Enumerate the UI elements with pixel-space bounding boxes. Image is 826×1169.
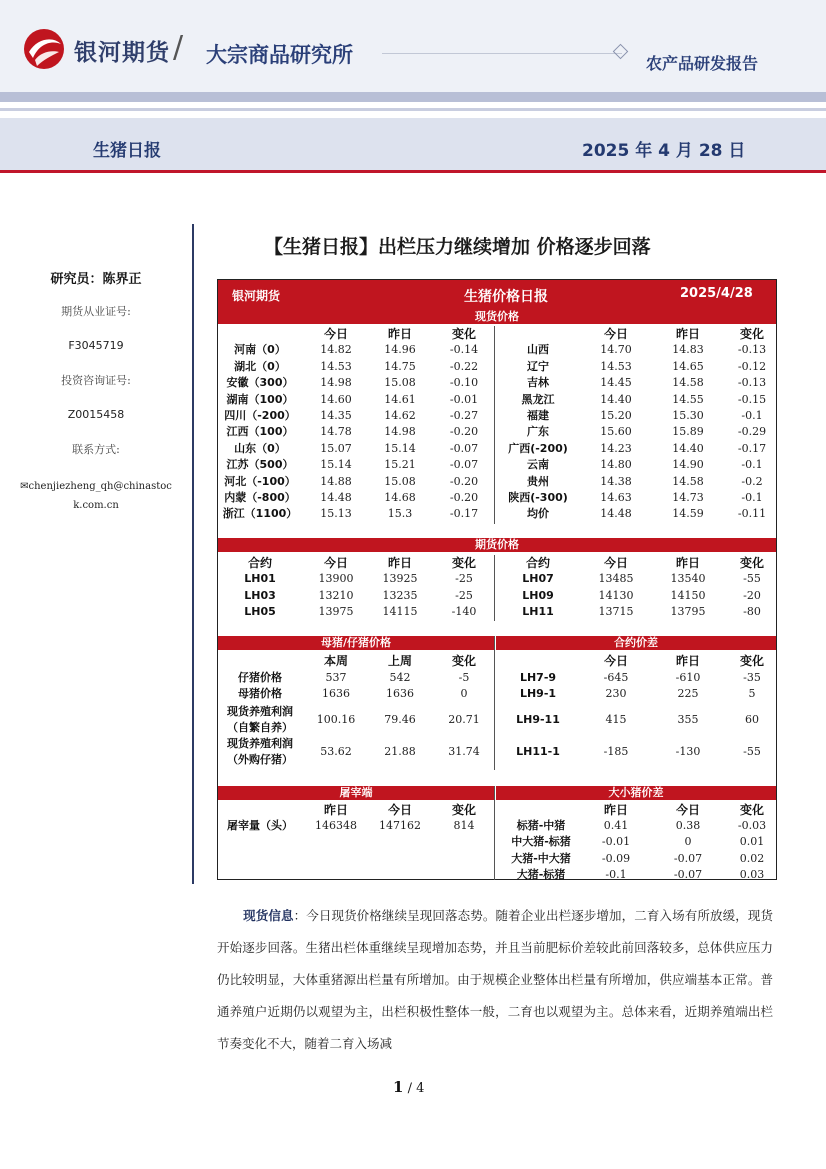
spot-region-name: 河北（-100）	[224, 474, 296, 488]
spot-yesterday: 15.3	[387, 507, 413, 521]
spot-change: -0.11	[737, 507, 767, 521]
spot-change: -0.13	[737, 376, 767, 390]
futures-change: -25	[455, 572, 473, 586]
slaughter-header: 今日	[387, 803, 412, 817]
futures-header-right: 合约	[525, 556, 550, 570]
spread-contract: LH9-1	[519, 687, 557, 700]
sow-change: 31.74	[448, 745, 480, 758]
spot-change: -0.2	[741, 474, 763, 488]
spot-info-label: 现货信息	[243, 908, 294, 923]
contact-label: 联系方式:	[72, 443, 120, 456]
spot-region-name: 山西	[527, 343, 549, 357]
spot-today: 14.70	[600, 343, 632, 357]
sow-row-label: 仔猪价格	[238, 671, 282, 684]
spread-header: 昨日	[675, 654, 700, 668]
spread-yesterday: -610	[675, 671, 701, 684]
spot-change: -0.1	[741, 409, 763, 422]
sow-last-week: 1636	[386, 687, 414, 700]
size-change: -0.03	[737, 819, 767, 832]
page-current: 1	[393, 1078, 404, 1096]
spot-today: 14.53	[320, 359, 352, 373]
spot-header-left: 昨日	[387, 327, 412, 341]
futures-header-left: 今日	[323, 556, 348, 570]
header-divider	[382, 53, 622, 54]
sidebar-divider	[192, 224, 194, 884]
invest-cert: Z0015458	[67, 408, 125, 421]
galaxy-logo-icon	[23, 28, 65, 70]
spot-today: 14.98	[320, 376, 352, 390]
spot-today: 15.07	[320, 441, 352, 455]
size-yesterday: -0.1	[605, 868, 627, 882]
spread-header: 今日	[603, 654, 628, 668]
spot-today: 14.63	[600, 491, 632, 504]
spot-change: -0.13	[737, 343, 767, 357]
sow-row-label: 母猪价格	[238, 687, 282, 700]
invest-cert-label: 投资咨询证号:	[61, 374, 131, 387]
futures-change: -25	[455, 588, 473, 602]
size-change: 0.03	[739, 868, 765, 882]
sow-this-week: 53.62	[320, 745, 352, 758]
spot-change: -0.20	[449, 474, 479, 488]
sow-this-week: 100.16	[316, 713, 356, 726]
futures-today: 13715	[598, 605, 634, 619]
spread-today: -645	[603, 671, 629, 684]
spot-yesterday: 15.08	[384, 474, 416, 488]
spot-today: 14.40	[600, 392, 632, 406]
futures-today: 13900	[318, 572, 354, 586]
spot-today: 14.45	[600, 376, 632, 390]
spot-yesterday: 15.30	[672, 409, 704, 422]
spread-today: -185	[603, 745, 629, 758]
spread-yesterday: 355	[677, 713, 699, 726]
spread-yesterday: -130	[675, 745, 701, 758]
size-change: 0.01	[739, 835, 765, 849]
spot-header-right: 变化	[739, 327, 764, 341]
spot-yesterday: 14.61	[384, 392, 416, 406]
size-change: 0.02	[739, 851, 765, 865]
spot-change: -0.14	[449, 343, 479, 357]
spot-region-name: 吉林	[527, 376, 549, 390]
sow-row-sublabel: （自繁自养）	[227, 721, 293, 734]
spot-change: -0.29	[737, 425, 767, 439]
size-yesterday: 0.41	[603, 819, 629, 832]
size-yesterday: -0.01	[601, 835, 631, 849]
spot-region-name: 广西(-200)	[508, 441, 568, 455]
spread-section-bar: 合约价差	[496, 636, 776, 650]
spread-today: 230	[605, 687, 627, 700]
spot-today: 14.48	[320, 491, 352, 504]
spot-yesterday: 14.65	[672, 359, 704, 373]
header-stripe	[0, 92, 826, 102]
page-sep: /	[403, 1081, 417, 1096]
column-divider	[494, 555, 495, 621]
spot-change: -0.12	[737, 359, 767, 373]
spot-today: 14.53	[600, 359, 632, 373]
spot-info-text: ：今日现货价格继续呈现回落态势。随着企业出栏逐步增加，二育入场有所放缓，现货开始逐步回落。生猪出栏体重继续呈现增加态势，并且当前肥标价差较此前回落较多，总体供应压力仍比较明显，大体重猪源出栏量有所增加。由于规模企业整体出栏量有所增加，供应端基本正常。普通养殖户近期仍以观望为主，出栏积极性整体一般，二育也以观望为主。总体来看，近期养殖端出栏节奏变化不大，随着二育入场减	[217, 908, 773, 1051]
table-title: 生猪价格日报	[464, 289, 548, 305]
spot-change: -0.1	[741, 458, 763, 472]
spot-region-name: 河南（0）	[234, 343, 286, 357]
spread-today: 415	[605, 713, 627, 726]
size-spread-section-bar: 大小猪价差	[496, 786, 776, 800]
futures-header-left: 合约	[247, 556, 272, 570]
futures-header-right: 变化	[739, 556, 764, 570]
institute-name: 大宗商品研究所	[206, 43, 353, 67]
futures-contract: LH01	[244, 572, 276, 586]
sow-row-label: 现货养殖利润	[227, 737, 293, 750]
futures-change: -20	[743, 588, 761, 602]
spot-yesterday: 14.96	[384, 343, 416, 357]
sow-change: 20.71	[448, 713, 480, 726]
futures-change: -55	[743, 572, 761, 586]
logo-text: 银河期货	[74, 40, 170, 66]
spot-change: -0.07	[449, 441, 479, 455]
spot-change: -0.22	[449, 359, 479, 373]
spot-today: 14.82	[320, 343, 352, 357]
futures-cert-label: 期货从业证号:	[61, 305, 131, 318]
column-divider	[494, 326, 495, 524]
spot-header-right: 昨日	[675, 327, 700, 341]
spot-yesterday: 14.73	[672, 491, 704, 504]
sow-last-week: 21.88	[384, 745, 416, 758]
spot-yesterday: 14.40	[672, 441, 704, 455]
futures-today: 13975	[318, 605, 354, 619]
table-date: 2025/4/28	[680, 286, 753, 301]
spot-yesterday: 14.68	[384, 491, 416, 504]
futures-today: 13210	[318, 588, 354, 602]
spread-change: -35	[743, 671, 761, 684]
slaughter-header: 变化	[451, 803, 476, 817]
futures-change: -80	[743, 605, 761, 619]
slaughter-change: 814	[453, 819, 475, 832]
spot-today: 15.20	[600, 409, 632, 422]
futures-today: 13485	[598, 572, 634, 586]
spot-region-name: 四川（-200）	[224, 409, 296, 422]
spot-yesterday: 14.75	[384, 359, 416, 373]
spread-header: 变化	[739, 654, 764, 668]
slaughter-label: 屠宰量（头）	[227, 819, 293, 832]
spot-today: 14.60	[320, 392, 352, 406]
spread-contract: LH7-9	[519, 671, 557, 684]
sow-header: 变化	[451, 654, 476, 668]
slaughter-section-bar: 屠宰端	[218, 786, 494, 800]
spot-change: -0.27	[449, 409, 479, 422]
spot-region-name: 黑龙江	[521, 392, 555, 406]
spot-change: -0.01	[449, 392, 479, 406]
futures-section-bar: 期货价格	[218, 538, 776, 552]
spot-region-name: 陕西(-300)	[508, 491, 568, 504]
sow-header: 本周	[323, 654, 348, 668]
spread-yesterday: 225	[677, 687, 699, 700]
spread-change: 60	[745, 713, 759, 726]
size-yesterday: -0.09	[601, 851, 631, 865]
spot-region-name: 江西（100）	[226, 425, 294, 439]
column-divider	[494, 636, 495, 770]
spot-yesterday: 14.58	[672, 376, 704, 390]
spread-change: 5	[748, 687, 756, 700]
spot-yesterday: 14.62	[384, 409, 416, 422]
slaughter-header: 昨日	[323, 803, 348, 817]
size-today: 0	[684, 835, 692, 849]
spot-change: -0.20	[449, 491, 479, 504]
spot-yesterday: 15.08	[384, 376, 416, 390]
futures-header-left: 昨日	[387, 556, 412, 570]
spot-region-name: 内蒙（-800）	[224, 491, 296, 504]
slaughter-yesterday: 146348	[315, 819, 357, 832]
spot-today: 15.60	[600, 425, 632, 439]
size-spread-label: 大猪-标猪	[516, 868, 566, 882]
spot-today: 15.14	[320, 458, 352, 472]
futures-yesterday: 13795	[670, 605, 706, 619]
size-header: 昨日	[603, 803, 628, 817]
sow-last-week: 79.46	[384, 713, 416, 726]
spot-region-name: 贵州	[527, 474, 549, 488]
spot-header-left: 今日	[323, 327, 348, 341]
spot-yesterday: 14.58	[672, 474, 704, 488]
spot-yesterday: 14.90	[672, 458, 704, 472]
header-stripe-thin	[0, 108, 826, 111]
page-title: 【生猪日报】出栏压力继续增加 价格逐步回落	[264, 236, 651, 258]
size-spread-label: 中大猪-标猪	[511, 835, 571, 849]
futures-header-left: 变化	[451, 556, 476, 570]
futures-header-right: 今日	[603, 556, 628, 570]
futures-today: 14130	[598, 588, 634, 602]
spot-today: 14.38	[600, 474, 632, 488]
spot-region-name: 均价	[527, 507, 549, 521]
spot-today: 14.35	[320, 409, 352, 422]
futures-contract: LH09	[522, 588, 554, 602]
spot-yesterday: 15.21	[384, 458, 416, 472]
slash-divider: /	[173, 30, 184, 65]
spot-region-name: 辽宁	[527, 359, 549, 373]
futures-cert: F3045719	[68, 339, 124, 352]
spot-region-name: 江苏（500）	[226, 458, 294, 472]
table-logo: 银河期货	[232, 289, 281, 303]
size-spread-label: 大猪-中大猪	[511, 851, 571, 865]
column-divider	[494, 786, 495, 880]
spread-contract: LH11-1	[516, 745, 560, 758]
report-type: 农产品研发报告	[646, 54, 759, 73]
futures-yesterday: 14150	[670, 588, 706, 602]
futures-contract: LH07	[522, 572, 554, 586]
slaughter-today: 147162	[379, 819, 421, 832]
size-today: -0.07	[673, 868, 703, 882]
spot-yesterday: 15.89	[672, 425, 704, 439]
spot-region-name: 湖南（100）	[226, 392, 294, 406]
email-link[interactable]: ✉chenjiezheng_qh@chinastock.com.cn	[20, 481, 172, 511]
spot-yesterday: 14.55	[672, 392, 704, 406]
author-info	[0, 268, 192, 515]
futures-contract: LH03	[244, 588, 276, 602]
spot-region-name: 福建	[527, 409, 549, 422]
spot-region-name: 湖北（0）	[234, 359, 286, 373]
futures-change: -140	[451, 605, 477, 619]
spot-today: 14.88	[320, 474, 352, 488]
spot-today: 15.13	[320, 507, 352, 521]
spot-section-bar: 现货价格	[218, 310, 776, 324]
spot-change: -0.17	[449, 507, 479, 521]
spot-change: -0.15	[737, 392, 767, 406]
size-spread-label: 标猪-中猪	[516, 819, 566, 832]
spread-contract: LH9-11	[516, 713, 560, 726]
size-header: 今日	[675, 803, 700, 817]
spot-region-name: 安徽（300）	[226, 376, 294, 390]
spot-today: 14.78	[320, 425, 352, 439]
spot-change: -0.1	[741, 491, 763, 504]
spot-region-name: 浙江（1100）	[222, 507, 298, 521]
spot-region-name: 山东（0）	[234, 441, 286, 455]
spot-today: 14.23	[600, 441, 632, 455]
sow-header: 上周	[387, 654, 412, 668]
sow-row-sublabel: （外购仔猪）	[227, 753, 293, 766]
sow-this-week: 537	[325, 671, 347, 684]
sow-section-bar: 母猪/仔猪价格	[218, 636, 494, 650]
spot-change: -0.10	[449, 376, 479, 390]
futures-contract: LH05	[244, 605, 276, 619]
size-header: 变化	[739, 803, 764, 817]
spread-change: -55	[743, 745, 761, 758]
red-rule	[0, 170, 826, 173]
spot-header-right: 今日	[603, 327, 628, 341]
page-number	[393, 1078, 424, 1096]
size-today: 0.38	[675, 819, 701, 832]
sow-this-week: 1636	[322, 687, 350, 700]
band-title: 生猪日报	[93, 141, 161, 161]
researcher: 研究员：陈界正	[50, 272, 142, 287]
spot-change: -0.20	[449, 425, 479, 439]
futures-yesterday: 14115	[382, 605, 418, 619]
spot-yesterday: 14.59	[672, 507, 704, 521]
sow-last-week: 542	[389, 671, 411, 684]
spot-change: -0.17	[737, 441, 767, 455]
sow-row-label: 现货养殖利润	[227, 705, 293, 718]
spot-change: -0.07	[449, 458, 479, 472]
band-date: 2025 年 4 月 28 日	[582, 141, 746, 161]
spot-header-left: 变化	[451, 327, 476, 341]
futures-header-right: 昨日	[675, 556, 700, 570]
sow-change: -5	[458, 671, 470, 684]
spot-region-name: 云南	[527, 458, 549, 472]
futures-yesterday: 13235	[382, 588, 418, 602]
size-today: -0.07	[673, 851, 703, 865]
spot-info-paragraph	[217, 900, 773, 1060]
spot-today: 14.48	[600, 507, 632, 521]
page-total: 4	[416, 1081, 425, 1096]
futures-yesterday: 13540	[670, 572, 706, 586]
spot-yesterday: 14.98	[384, 425, 416, 439]
table-header	[218, 280, 776, 310]
spot-region-name: 广东	[527, 425, 549, 439]
spot-today: 14.80	[600, 458, 632, 472]
futures-contract: LH11	[522, 605, 554, 619]
price-table	[217, 279, 777, 880]
futures-yesterday: 13925	[382, 572, 418, 586]
sow-change: 0	[460, 687, 468, 700]
spot-yesterday: 14.83	[672, 343, 704, 357]
spot-yesterday: 15.14	[384, 441, 416, 455]
